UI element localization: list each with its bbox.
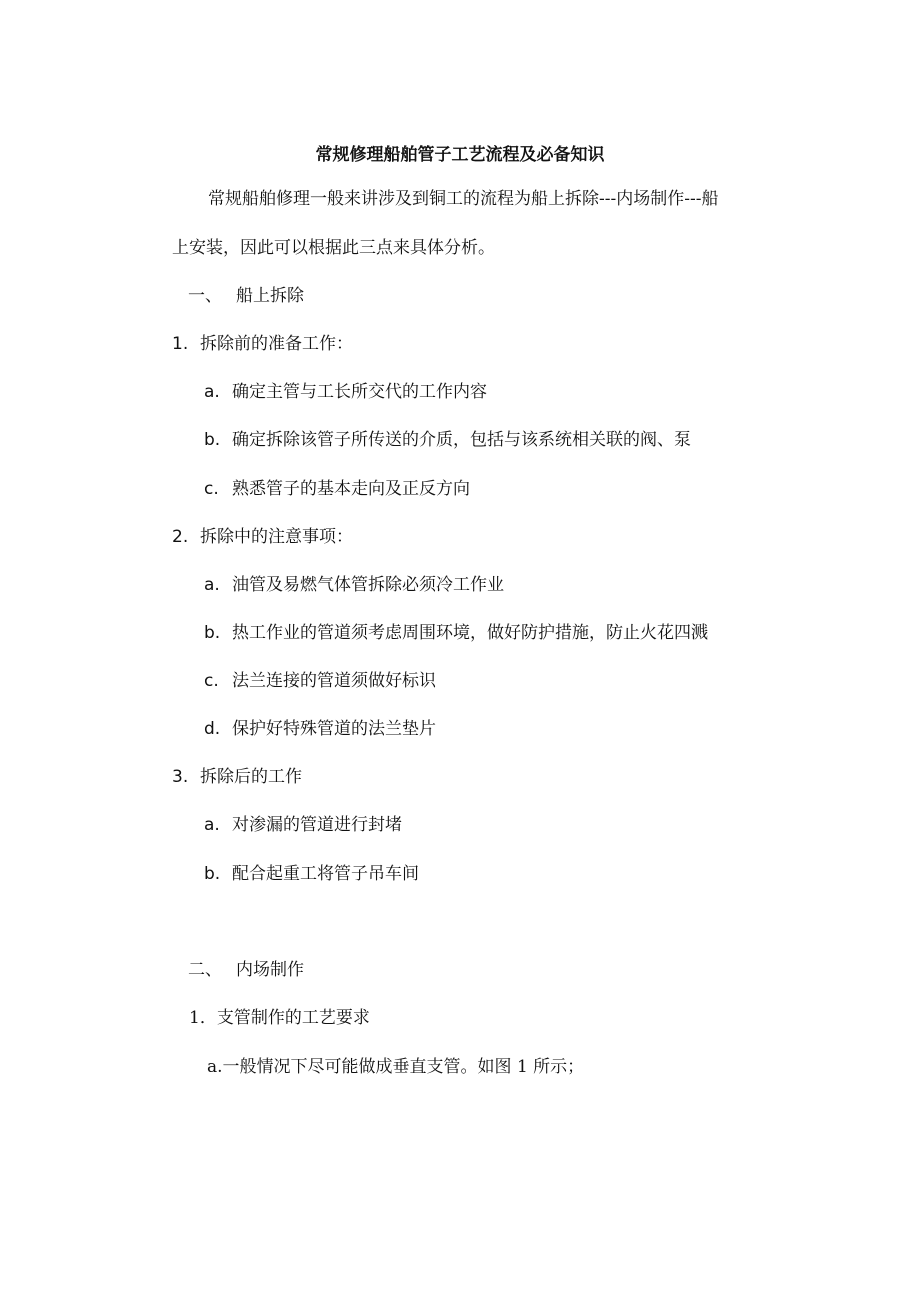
item-2a-text: 油管及易燃气体管拆除必须冷工作业 <box>232 575 504 595</box>
section-2-item-1a-text: 一般情况下尽可能做成垂直支管。如图 1 所示； <box>222 1057 585 1077</box>
item-1b <box>204 430 691 450</box>
item-2-text: 拆除中的注意事项： <box>200 527 353 547</box>
item-1c-label: c. <box>204 479 219 499</box>
item-3-number: 3. <box>172 767 189 787</box>
section-2-item-1-text: 支管制作的工艺要求 <box>216 1008 370 1028</box>
item-2d-label: d. <box>204 719 221 739</box>
item-2 <box>172 527 353 547</box>
item-1-text: 拆除前的准备工作： <box>200 334 353 354</box>
item-3a-text: 对渗漏的管道进行封堵 <box>232 815 402 835</box>
item-2b-text: 热工作业的管道须考虑周围环境，做好防护措施，防止火花四溅 <box>232 623 708 643</box>
item-2a-label: a. <box>204 575 220 595</box>
item-2b <box>204 623 708 643</box>
section-2-item-1 <box>189 1008 370 1028</box>
item-1c-text: 熟悉管子的基本走向及正反方向 <box>232 479 470 499</box>
section-2-number: 二、 <box>188 960 222 980</box>
item-3-text: 拆除后的工作 <box>200 767 302 787</box>
item-3a <box>204 815 402 835</box>
item-1-number: 1. <box>172 334 189 354</box>
item-2c-text: 法兰连接的管道须做好标识 <box>232 671 436 691</box>
section-2-title: 内场制作 <box>236 960 304 980</box>
section-2-item-1-number: 1． <box>189 1008 217 1028</box>
item-2d <box>204 719 436 739</box>
item-1a <box>204 382 487 402</box>
item-1c <box>204 479 470 499</box>
item-2b-label: b. <box>204 623 221 643</box>
item-1a-label: a. <box>204 382 220 402</box>
intro-line-1: 常规船舶修理一般来讲涉及到铜工的流程为船上拆除---内场制作---船 <box>208 189 719 209</box>
item-3b-label: b. <box>204 864 221 884</box>
item-1a-text: 确定主管与工长所交代的工作内容 <box>232 382 487 402</box>
section-1-heading <box>188 286 304 306</box>
intro-line-2: 上安装，因此可以根据此三点来具体分析。 <box>172 238 495 258</box>
section-2-item-1a-label: a. <box>207 1057 223 1077</box>
item-2c <box>204 671 436 691</box>
section-2-heading <box>188 960 304 980</box>
document-title: 常规修理船舶管子工艺流程及必备知识 <box>315 145 605 165</box>
item-1b-label: b. <box>204 430 221 450</box>
item-3a-label: a. <box>204 815 220 835</box>
item-2d-text: 保护好特殊管道的法兰垫片 <box>232 719 436 739</box>
item-3b <box>204 864 419 884</box>
item-2-number: 2. <box>172 527 189 547</box>
section-1-number: 一、 <box>188 286 222 306</box>
section-2-item-1a <box>207 1057 584 1077</box>
item-1b-text: 确定拆除该管子所传送的介质，包括与该系统相关联的阀、泵 <box>232 430 691 450</box>
item-2a <box>204 575 504 595</box>
item-3 <box>172 767 302 787</box>
item-3b-text: 配合起重工将管子吊车间 <box>232 864 419 884</box>
item-2c-label: c. <box>204 671 219 691</box>
section-1-title: 船上拆除 <box>236 286 304 306</box>
item-1 <box>172 334 353 354</box>
